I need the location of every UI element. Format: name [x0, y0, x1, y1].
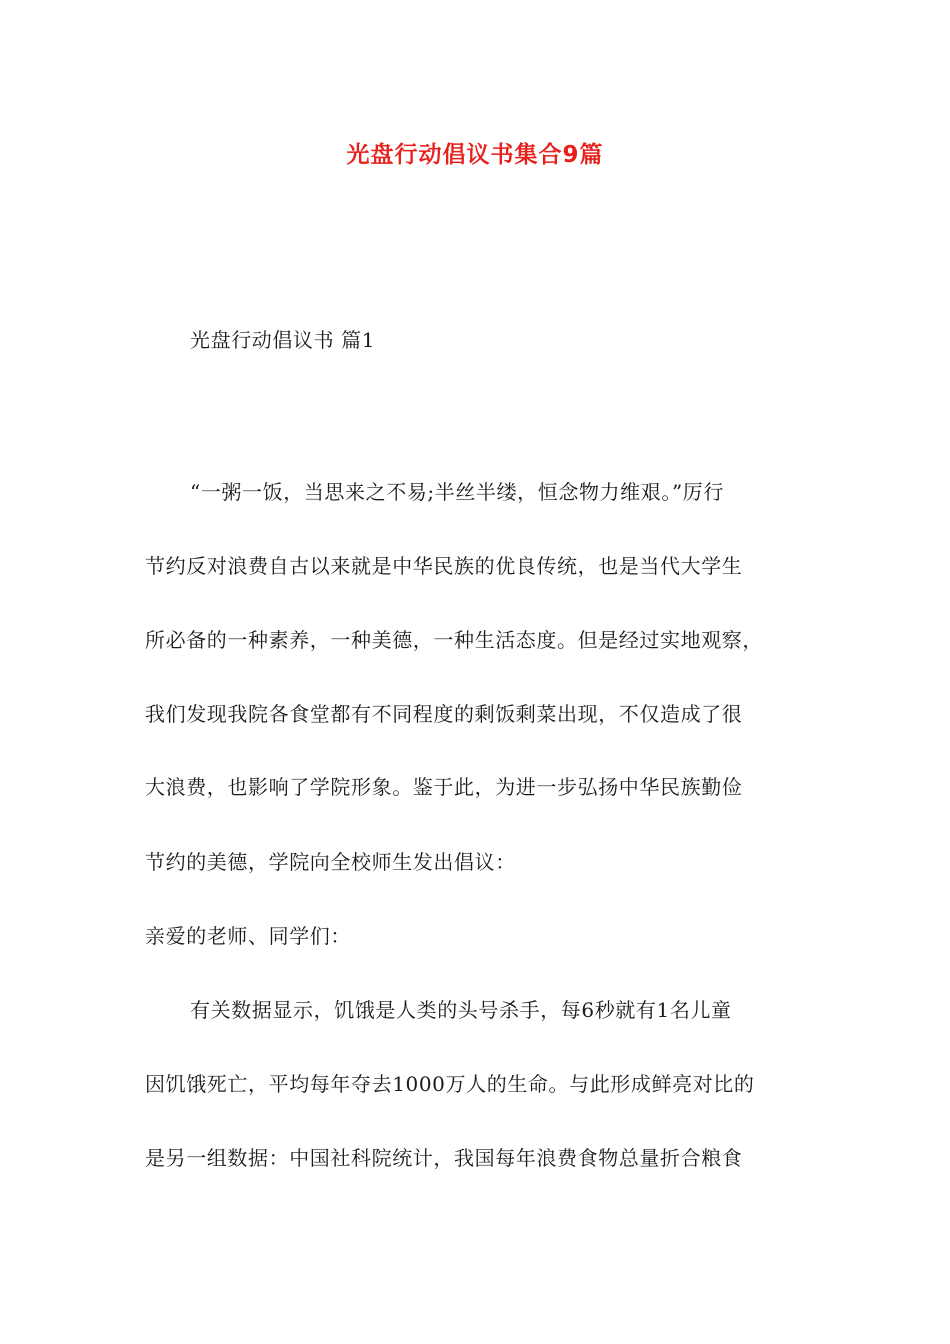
paragraph-line: 我们发现我院各食堂都有不同程度的剩饭剩菜出现，不仅造成了很: [145, 702, 743, 726]
salutation-line: 亲爱的老师、同学们：: [145, 924, 351, 948]
paragraph-line: 大浪费，也影响了学院形象。鉴于此，为进一步弘扬中华民族勤俭: [145, 775, 743, 799]
section-heading: 光盘行动倡议书 篇1: [190, 328, 376, 352]
paragraph-line: 是另一组数据：中国社科院统计，我国每年浪费食物总量折合粮食: [145, 1146, 743, 1170]
paragraph-line: “一粥一饭，当思来之不易;半丝半缕，恒念物力维艰。”厉行: [190, 480, 724, 504]
paragraph-line: 节约的美德，学院向全校师生发出倡议：: [145, 850, 516, 874]
paragraph-line: 所必备的一种素养，一种美德，一种生活态度。但是经过实地观察，: [145, 628, 763, 652]
document-title: 光盘行动倡议书集合9篇: [346, 142, 604, 168]
paragraph-line: 因饥饿死亡，平均每年夺去1000万人的生命。与此形成鲜亮对比的: [145, 1072, 755, 1096]
paragraph-line: 有关数据显示，饥饿是人类的头号杀手，每6秒就有1名儿童: [190, 998, 732, 1022]
paragraph-line: 节约反对浪费自古以来就是中华民族的优良传统，也是当代大学生: [145, 554, 743, 578]
